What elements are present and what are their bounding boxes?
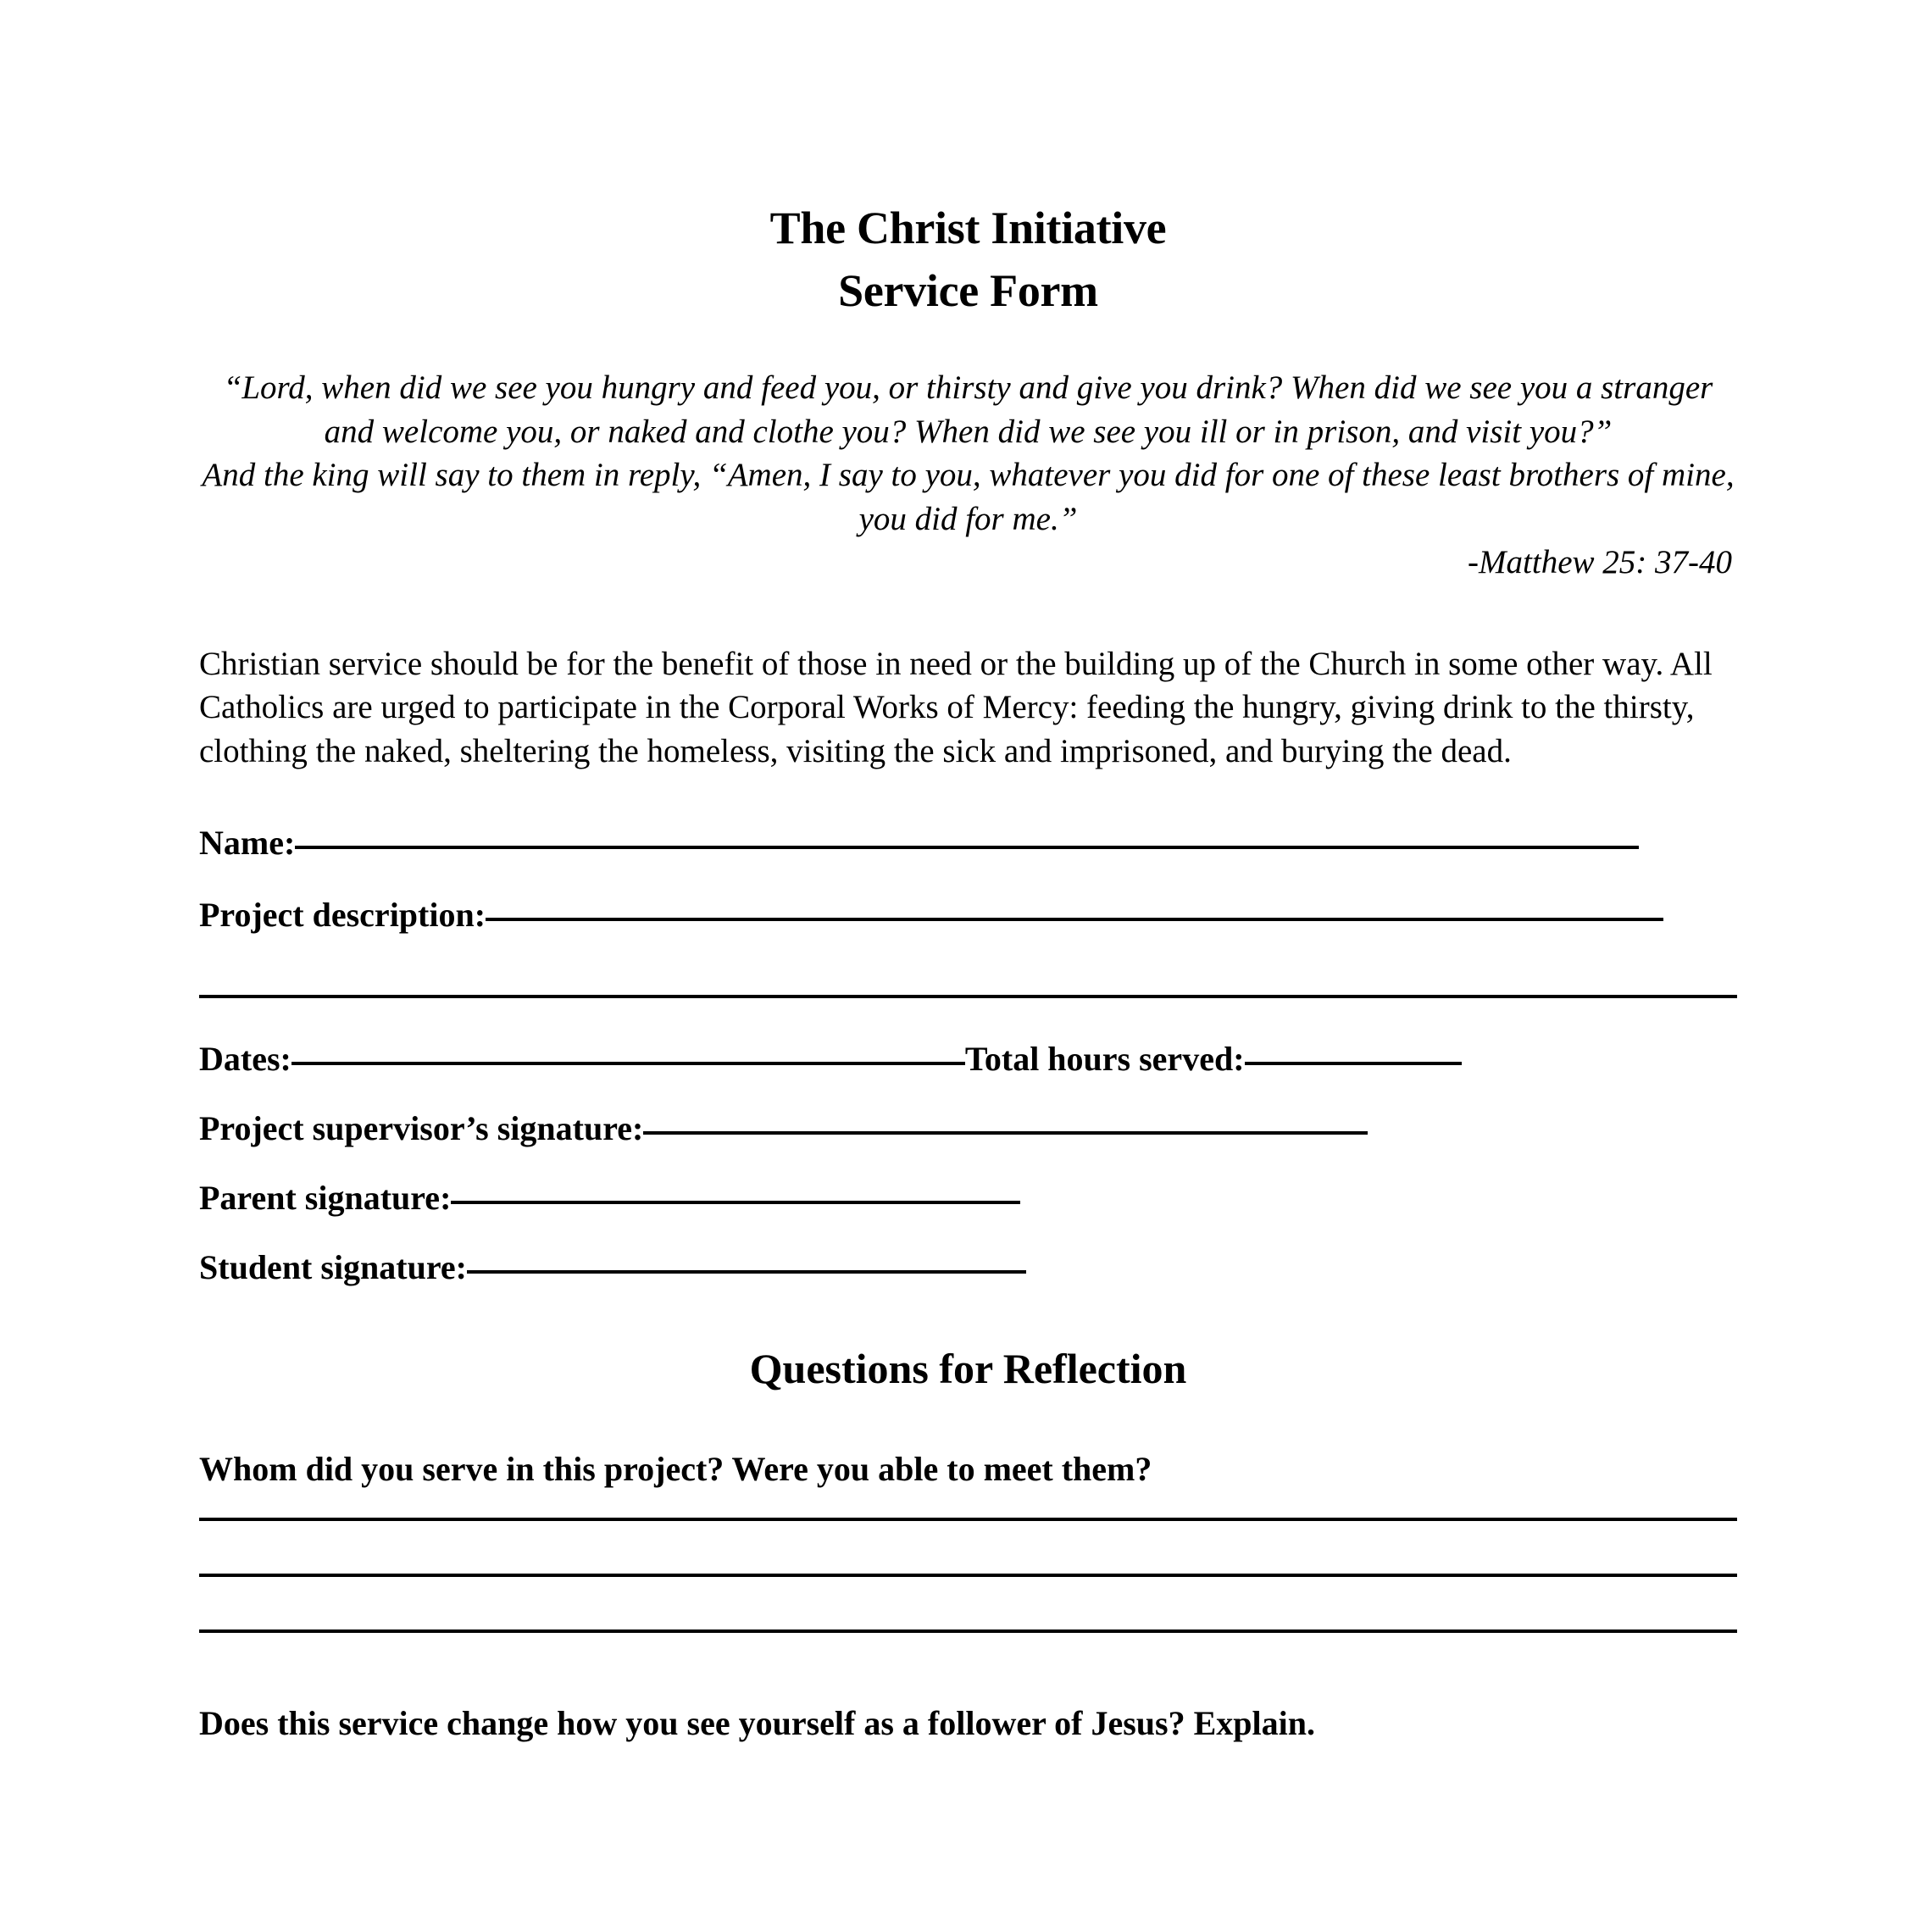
scripture-paragraph-1: “Lord, when did we see you hungry and feed you, or thirsty and give you drink? When did we see you a stranger and welcome you, or naked and clothe you? When did we see you ill or in prison, and visit you?” [223,369,1713,450]
parent-signature-input-rule[interactable] [451,1201,1020,1204]
dates-input-rule[interactable] [291,1062,965,1065]
supervisor-signature-label: Project supervisor’s signature: [199,1109,644,1148]
scripture-quote [199,366,1737,584]
form-fields-block [199,774,1737,1285]
name-label: Name: [199,824,296,863]
field-row-dates-and-hours[interactable] [199,1040,1737,1079]
scripture-paragraph-2: And the king will say to them in reply, “Amen, I say to you, whatever you did for one of these least brothers of mine, you did for me.” [202,457,1735,537]
field-row-student-signature[interactable] [199,1248,1737,1287]
field-row-name[interactable] [199,824,1737,863]
total-hours-label: Total hours served: [964,1040,1245,1079]
field-row-project-description-continued[interactable] [199,970,1737,1004]
project-description-input-rule-second-line[interactable] [199,995,1737,998]
field-row-project-description[interactable] [199,896,1737,935]
parent-signature-label: Parent signature: [199,1179,452,1218]
scripture-citation: -Matthew 25: 37-40 [1468,544,1732,581]
title-line-2: Service Form [838,265,1098,317]
page-title [199,0,1737,317]
reflection-question-1: Whom did you serve in this project? Were you able to meet them? [199,1450,1152,1489]
dates-label: Dates: [199,1040,291,1079]
project-description-input-rule[interactable] [486,918,1663,921]
reflection-question-2: Does this service change how you see yourself as a follower of Jesus? Explain. [199,1704,1315,1743]
total-hours-input-rule[interactable] [1245,1062,1462,1065]
answer-line[interactable] [199,1518,1737,1521]
title-line-1: The Christ Initiative [769,203,1167,253]
name-input-rule[interactable] [295,846,1639,849]
answer-line[interactable] [199,1574,1737,1577]
intro-paragraph: Christian service should be for the benefit of those in need or the building up of the Church in some other way. All Catholics are urged to participate in the Corporal Works of Mercy: feeding the hungry, giving drink to the thirsty, clothing the naked, sheltering the homeless, visiting the sick and imprisoned, and burying the dead. [199,645,1713,770]
student-signature-input-rule[interactable] [467,1270,1026,1274]
supervisor-signature-input-rule[interactable] [643,1131,1368,1135]
project-description-label: Project description: [199,896,486,935]
reflection-answer-lines-1[interactable] [199,1489,1737,1633]
student-signature-label: Student signature: [199,1248,467,1287]
field-row-supervisor-signature[interactable] [199,1109,1737,1148]
document-content [199,0,1737,1743]
field-row-parent-signature[interactable] [199,1179,1737,1218]
reflection-section-heading: Questions for Reflection [749,1345,1187,1393]
